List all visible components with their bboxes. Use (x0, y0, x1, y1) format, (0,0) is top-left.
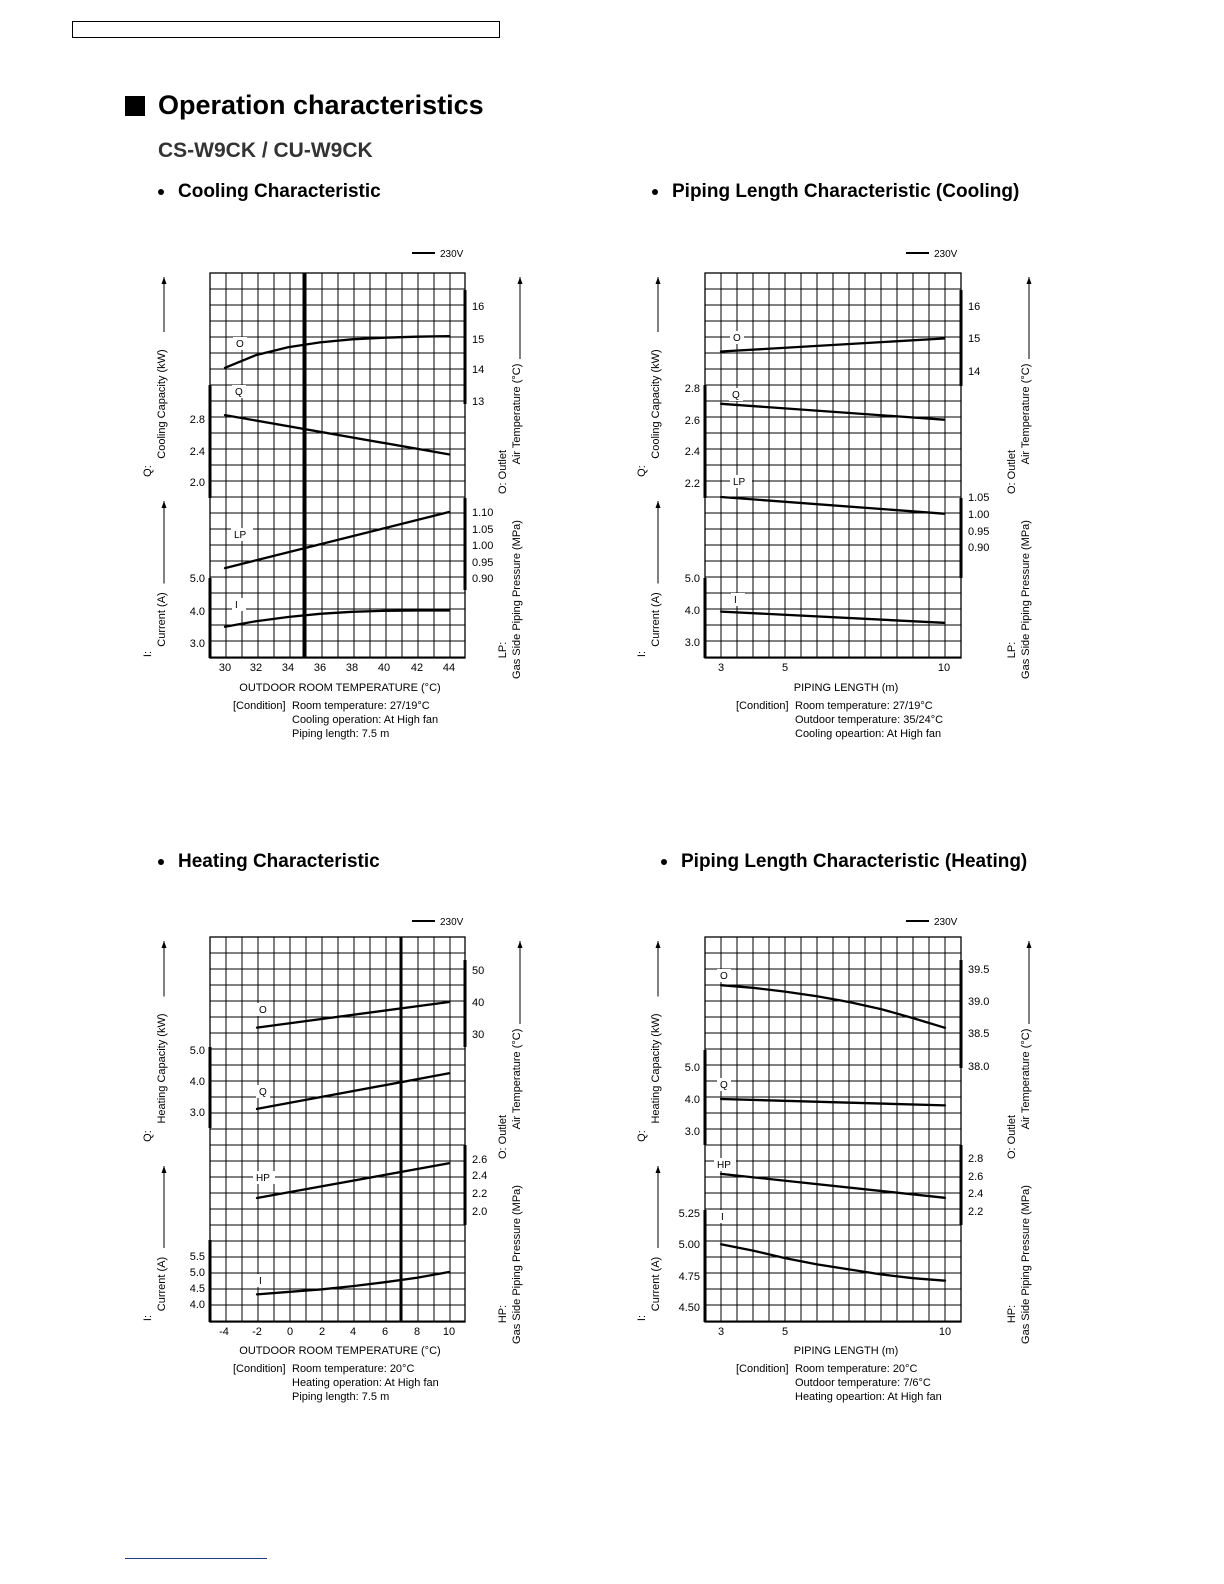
y-tick-label: 1.05 (472, 524, 494, 536)
condition-line: Room temperature: 27/19°C (795, 700, 933, 712)
x-tick-label: 10 (938, 1326, 952, 1338)
series-label: HP (256, 1173, 270, 1184)
y-tick-label: 5.5 (189, 1251, 205, 1263)
y-tick-label: 38.0 (968, 1061, 990, 1073)
x-tick-label: 3 (717, 662, 725, 674)
series-label: Q (259, 1087, 267, 1098)
x-tick-label: 42 (410, 662, 424, 674)
model-name: CS-W9CK / CU-W9CK (158, 139, 373, 162)
condition-tag: [Condition] (736, 1363, 789, 1375)
legend-label: 230V (934, 917, 958, 928)
series-label: O (720, 971, 728, 982)
chart-title-text: Piping Length Characteristic (Heating) (681, 851, 1028, 872)
footer-rule (125, 1558, 267, 1559)
y-tick-label: 5.0 (189, 573, 205, 585)
series-label: LP (733, 477, 746, 488)
y-tick-label: 38.5 (968, 1028, 990, 1040)
series-label: O (733, 333, 741, 344)
y-tick-label: 4.0 (189, 1299, 205, 1311)
right-axis-label-top: O: Outlet (1006, 1114, 1018, 1160)
series-label: I (235, 600, 238, 611)
y-tick-label: 2.8 (189, 414, 205, 426)
condition-line: Piping length: 7.5 m (292, 728, 390, 740)
condition-line: Room temperature: 27/19°C (292, 700, 430, 712)
y-tick-label: 2.2 (472, 1188, 488, 1200)
series-label: I (734, 595, 737, 606)
y-tick-label: 15 (472, 334, 485, 346)
left-axis-text-bottom: Current (A) (156, 592, 168, 647)
x-axis-label: PIPING LENGTH (m) (793, 1345, 899, 1357)
y-tick-label: 5.00 (678, 1239, 700, 1251)
y-tick-label: 5.0 (684, 573, 700, 585)
series-label: O (259, 1005, 267, 1016)
x-tick-label: 38 (345, 662, 359, 674)
condition-line: Room temperature: 20°C (292, 1363, 415, 1375)
condition-line: Outdoor temperature: 7/6°C (795, 1377, 931, 1389)
y-tick-label: 30 (472, 1029, 485, 1041)
right-axis-text-top: Air Temperature (°C) (1020, 1028, 1032, 1130)
right-axis-text-top: Air Temperature (°C) (511, 363, 523, 465)
left-axis-label-top: Q: (636, 1130, 648, 1142)
y-tick-label: 4.0 (189, 1076, 205, 1088)
condition-line: Cooling opeartion: At High fan (795, 728, 942, 740)
x-tick-label: 8 (413, 1326, 421, 1338)
series-label: Q (235, 387, 243, 398)
right-axis-text-bottom: Gas Side Piping Pressure (MPa) (511, 520, 523, 679)
y-tick-label: 2.0 (472, 1206, 488, 1218)
arrow-up-icon (656, 1166, 661, 1173)
y-tick-label: 14 (968, 366, 981, 378)
condition-tag: [Condition] (233, 700, 286, 712)
left-axis-text-top: Cooling Capacity (kW) (650, 349, 662, 459)
y-tick-label: 15 (968, 333, 981, 345)
y-tick-label: 16 (968, 301, 981, 313)
y-tick-label: 2.6 (684, 415, 700, 427)
x-tick-label: 32 (249, 662, 263, 674)
x-tick-label: 10 (442, 1326, 456, 1338)
legend-label: 230V (934, 249, 958, 260)
y-tick-label: 2.4 (472, 1170, 488, 1182)
right-axis-label-bottom: HP: (1006, 1304, 1018, 1324)
y-tick-label: 0.90 (472, 573, 494, 585)
x-tick-label: 44 (442, 662, 456, 674)
left-axis-label-bottom: I: (636, 1314, 648, 1322)
y-tick-label: 3.0 (684, 637, 700, 649)
y-tick-label: 14 (472, 364, 485, 376)
series-label: Q (732, 390, 740, 401)
left-axis-label-top: Q: (142, 465, 154, 477)
series-label: O (236, 339, 244, 350)
x-axis-label: PIPING LENGTH (m) (793, 682, 899, 694)
x-tick-label: 2 (318, 1326, 326, 1338)
y-tick-label: 2.4 (968, 1188, 984, 1200)
y-tick-label: 3.0 (684, 1126, 700, 1138)
right-axis-text-bottom: Gas Side Piping Pressure (MPa) (511, 1185, 523, 1344)
x-tick-label: 40 (377, 662, 391, 674)
legend-label: 230V (440, 917, 464, 928)
y-tick-label: 0.95 (472, 557, 494, 569)
x-tick-label: 4 (349, 1326, 357, 1338)
x-tick-label: 0 (286, 1326, 294, 1338)
left-axis-text-top: Cooling Capacity (kW) (156, 349, 168, 459)
left-axis-label-bottom: I: (142, 650, 154, 658)
condition-piping-heating (736, 1362, 942, 1404)
y-tick-label: 3.0 (189, 1107, 205, 1119)
left-axis-text-top: Heating Capacity (kW) (156, 1013, 168, 1124)
right-axis-label-top: O: Outlet (1006, 449, 1018, 495)
x-tick-label: 30 (218, 662, 232, 674)
x-axis-label: OUTDOOR ROOM TEMPERATURE (°C) (239, 682, 441, 694)
y-tick-label: 0.95 (968, 526, 990, 538)
y-tick-label: 4.0 (189, 606, 205, 618)
y-tick-label: 0.90 (968, 542, 990, 554)
y-tick-label: 3.0 (189, 638, 205, 650)
y-tick-label: 1.00 (968, 509, 990, 521)
series-label: I (259, 1276, 262, 1287)
x-tick-label: -4 (219, 1326, 229, 1338)
y-tick-label: 39.5 (968, 964, 990, 976)
condition-line: Heating opeartion: At High fan (795, 1391, 942, 1403)
right-axis-label-top: O: Outlet (497, 449, 509, 495)
y-tick-label: 2.4 (189, 446, 205, 458)
y-tick-label: 13 (472, 396, 485, 408)
left-axis-label-bottom: I: (636, 650, 648, 658)
condition-tag: [Condition] (736, 700, 789, 712)
condition-line: Room temperature: 20°C (795, 1363, 918, 1375)
chart-title-text: Cooling Characteristic (178, 181, 381, 202)
left-axis-label-bottom: I: (142, 1314, 154, 1322)
x-tick-label: 10 (937, 662, 951, 674)
condition-line: Heating operation: At High fan (292, 1377, 439, 1389)
condition-tag: [Condition] (233, 1363, 286, 1375)
right-axis-text-top: Air Temperature (°C) (511, 1028, 523, 1130)
y-tick-label: 50 (472, 965, 485, 977)
y-tick-label: 5.0 (189, 1267, 205, 1279)
y-tick-label: 4.50 (678, 1302, 700, 1314)
arrow-up-icon (656, 941, 661, 948)
y-tick-label: 5.25 (678, 1208, 700, 1220)
y-tick-label: 1.05 (968, 492, 990, 504)
y-tick-label: 4.0 (684, 1094, 700, 1106)
y-tick-label: 2.2 (968, 1206, 984, 1218)
series-label: HP (717, 1160, 731, 1171)
left-axis-text-top: Heating Capacity (kW) (650, 1013, 662, 1124)
left-axis-text-bottom: Current (A) (156, 1256, 168, 1312)
y-tick-label: 2.4 (684, 446, 700, 458)
chart-title-text: Piping Length Characteristic (Cooling) (672, 181, 1020, 202)
left-axis-label-top: Q: (636, 465, 648, 477)
y-tick-label: 1.10 (472, 507, 494, 519)
section-title-text: Operation characteristics (158, 90, 484, 120)
y-tick-label: 2.6 (968, 1171, 984, 1183)
right-axis-label-bottom: LP: (1006, 641, 1018, 659)
y-tick-label: 2.2 (684, 478, 700, 490)
x-tick-label: 5 (781, 1326, 789, 1338)
condition-line: Outdoor temperature: 35/24°C (795, 714, 944, 726)
y-tick-label: 39.0 (968, 996, 990, 1008)
left-axis-text-bottom: Current (A) (650, 592, 662, 647)
series-label: I (721, 1212, 724, 1223)
y-tick-label: 5.0 (189, 1045, 205, 1057)
condition-line: Cooling operation: At High fan (292, 714, 439, 726)
y-tick-label: 2.8 (968, 1153, 984, 1165)
y-tick-label: 4.75 (678, 1271, 700, 1283)
y-tick-label: 40 (472, 997, 485, 1009)
y-tick-label: 2.8 (684, 383, 700, 395)
right-axis-text-bottom: Gas Side Piping Pressure (MPa) (1020, 1185, 1032, 1344)
y-tick-label: 1.00 (472, 540, 494, 552)
y-tick-label: 4.0 (684, 605, 700, 617)
x-axis-label: OUTDOOR ROOM TEMPERATURE (°C) (239, 1345, 441, 1357)
y-tick-label: 2.6 (472, 1154, 488, 1166)
right-axis-label-bottom: LP: (497, 641, 509, 659)
x-tick-label: 34 (281, 662, 295, 674)
x-tick-label: 6 (381, 1326, 389, 1338)
right-axis-text-bottom: Gas Side Piping Pressure (MPa) (1020, 520, 1032, 679)
y-tick-label: 5.0 (684, 1062, 700, 1074)
x-tick-label: 36 (313, 662, 327, 674)
y-tick-label: 4.5 (189, 1283, 205, 1295)
x-tick-label: 3 (717, 1326, 725, 1338)
right-axis-label-bottom: HP: (497, 1304, 509, 1324)
left-axis-text-bottom: Current (A) (650, 1256, 662, 1312)
chart-title-text: Heating Characteristic (178, 851, 380, 872)
left-axis-label-top: Q: (142, 1130, 154, 1142)
condition-line: Piping length: 7.5 m (292, 1391, 390, 1403)
legend-label: 230V (440, 249, 464, 260)
x-tick-label: 5 (781, 662, 789, 674)
series-label: LP (234, 530, 247, 541)
right-axis-label-top: O: Outlet (497, 1114, 509, 1160)
arrow-up-icon (1027, 941, 1032, 948)
series-label: Q (720, 1080, 728, 1091)
x-tick-label: -2 (252, 1326, 262, 1338)
right-axis-text-top: Air Temperature (°C) (1020, 363, 1032, 465)
y-tick-label: 2.0 (189, 477, 205, 489)
y-tick-label: 16 (472, 301, 485, 313)
